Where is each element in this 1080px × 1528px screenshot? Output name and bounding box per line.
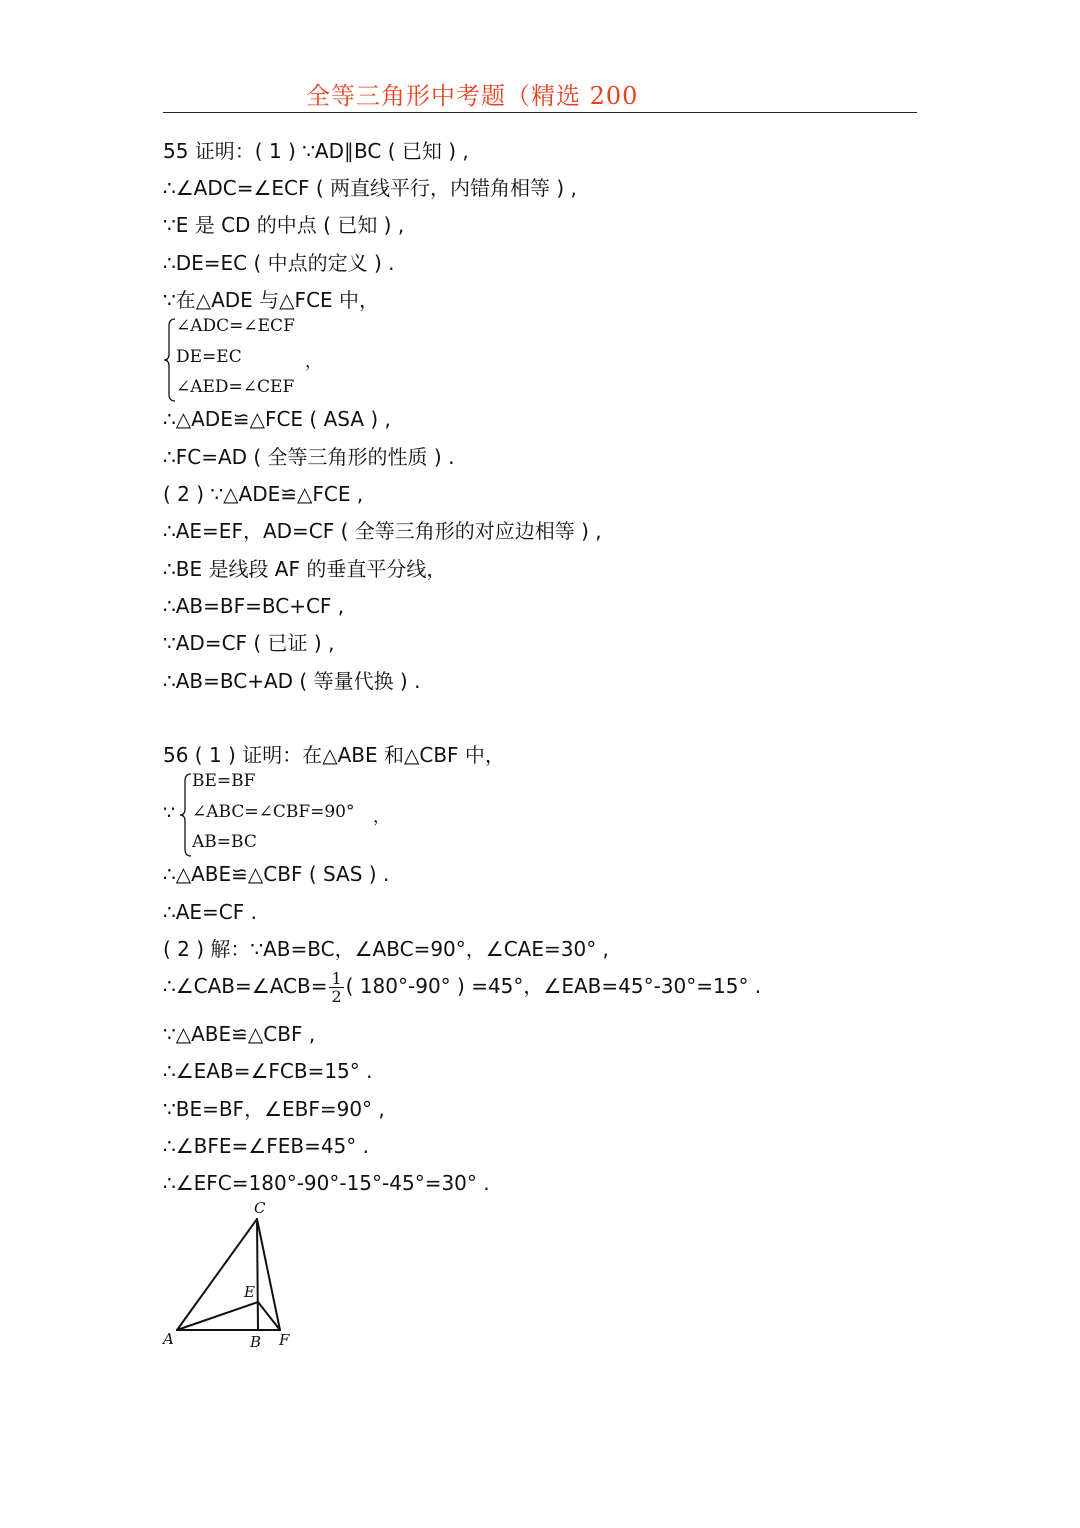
segment-ac [177,1219,257,1330]
fraction-numerator: 1 [331,969,342,988]
q55-system-eq-1: ∠ADC=∠ECF [176,316,295,336]
q55-line-2: ∴∠ADC=∠ECF ( 两直线平行，内错角相等 ) , [163,176,577,200]
q55-system-eq-2: DE=EC [176,347,242,367]
q56-fraction-line [163,968,761,1005]
q56-fraction-before: ∴∠CAB=∠ACB= [163,974,328,998]
segment-ae [177,1302,258,1330]
q56-equation-system [163,771,403,859]
q55-line-8: ( 2 ) ∵△ADE≌△FCE , [163,482,364,506]
q55-line-13: ∴AB=BC+AD ( 等量代换 ) . [163,669,421,693]
q56-line-4: ( 2 ) 解：∵AB=BC，∠ABC=90°，∠CAE=30° , [163,937,609,961]
q55-line-5: ∵在△ADE 与△FCE 中， [163,288,380,312]
label-b: B [250,1333,262,1351]
segment-cb [257,1219,258,1330]
q56-system-eq-3: AB=BC [192,832,257,852]
q55-line-3: ∵E 是 CD 的中点 ( 已知 ) , [163,213,405,237]
page-title: 全等三角形中考题（精选 200 [306,82,639,110]
q55-line-7: ∴FC=AD ( 全等三角形的性质 ) . [163,445,455,469]
q55-line-6: ∴△ADE≌△FCE ( ASA ) , [163,407,391,431]
label-c: C [254,1199,266,1217]
left-brace-icon [163,318,177,402]
q55-line-10: ∴BE 是线段 AF 的垂直平分线， [163,557,447,581]
q55-line-4: ∴DE=EC ( 中点的定义 ) . [163,251,395,275]
q56-line-8: ∴∠BFE=∠FEB=45° . [163,1134,369,1158]
label-a: A [163,1330,174,1348]
q56-line-1: 56 ( 1 ) 证明：在△ABE 和△CBF 中， [163,743,505,767]
segment-cf [257,1219,280,1330]
q55-line-9: ∴AE=EF，AD=CF ( 全等三角形的对应边相等 ) , [163,519,602,543]
left-brace-icon [179,773,193,857]
q56-system-eq-1: BE=BF [192,771,256,791]
q56-system-eq-2: ∠ABC=∠CBF=90° [192,802,355,822]
q56-line-6: ∴∠EAB=∠FCB=15° . [163,1059,373,1083]
q56-line-5: ∵△ABE≌△CBF , [163,1022,316,1046]
q55-line-11: ∴AB=BF=BC+CF , [163,594,345,618]
q55-line-12: ∵AD=CF ( 已证 ) , [163,631,335,655]
q56-line-2: ∴△ABE≌△CBF ( SAS ) . [163,862,390,886]
header-rule [163,112,917,113]
q56-system-lead: ∵ [163,802,176,824]
label-f: F [279,1331,290,1349]
q56-line-3: ∴AE=CF . [163,900,257,924]
label-e: E [244,1283,255,1301]
triangle-figure [160,1196,300,1356]
q55-system-eq-3: ∠AED=∠CEF [176,377,295,397]
q56-system-tail: ， [373,807,390,827]
q55-equation-system [163,316,363,404]
fraction-denominator: 2 [331,987,342,1006]
q56-line-9: ∴∠EFC=180°-90°-15°-45°=30° . [163,1171,490,1195]
q55-system-tail: ， [305,352,322,372]
q56-line-7: ∵BE=BF，∠EBF=90° , [163,1097,385,1121]
q55-line-1: 55 证明：( 1 ) ∵AD∥BC ( 已知 ) , [163,139,469,163]
q56-fraction-after: ( 180°-90° ) =45°，∠EAB=45°-30°=15° . [345,974,762,998]
fraction-one-half [329,970,343,1005]
